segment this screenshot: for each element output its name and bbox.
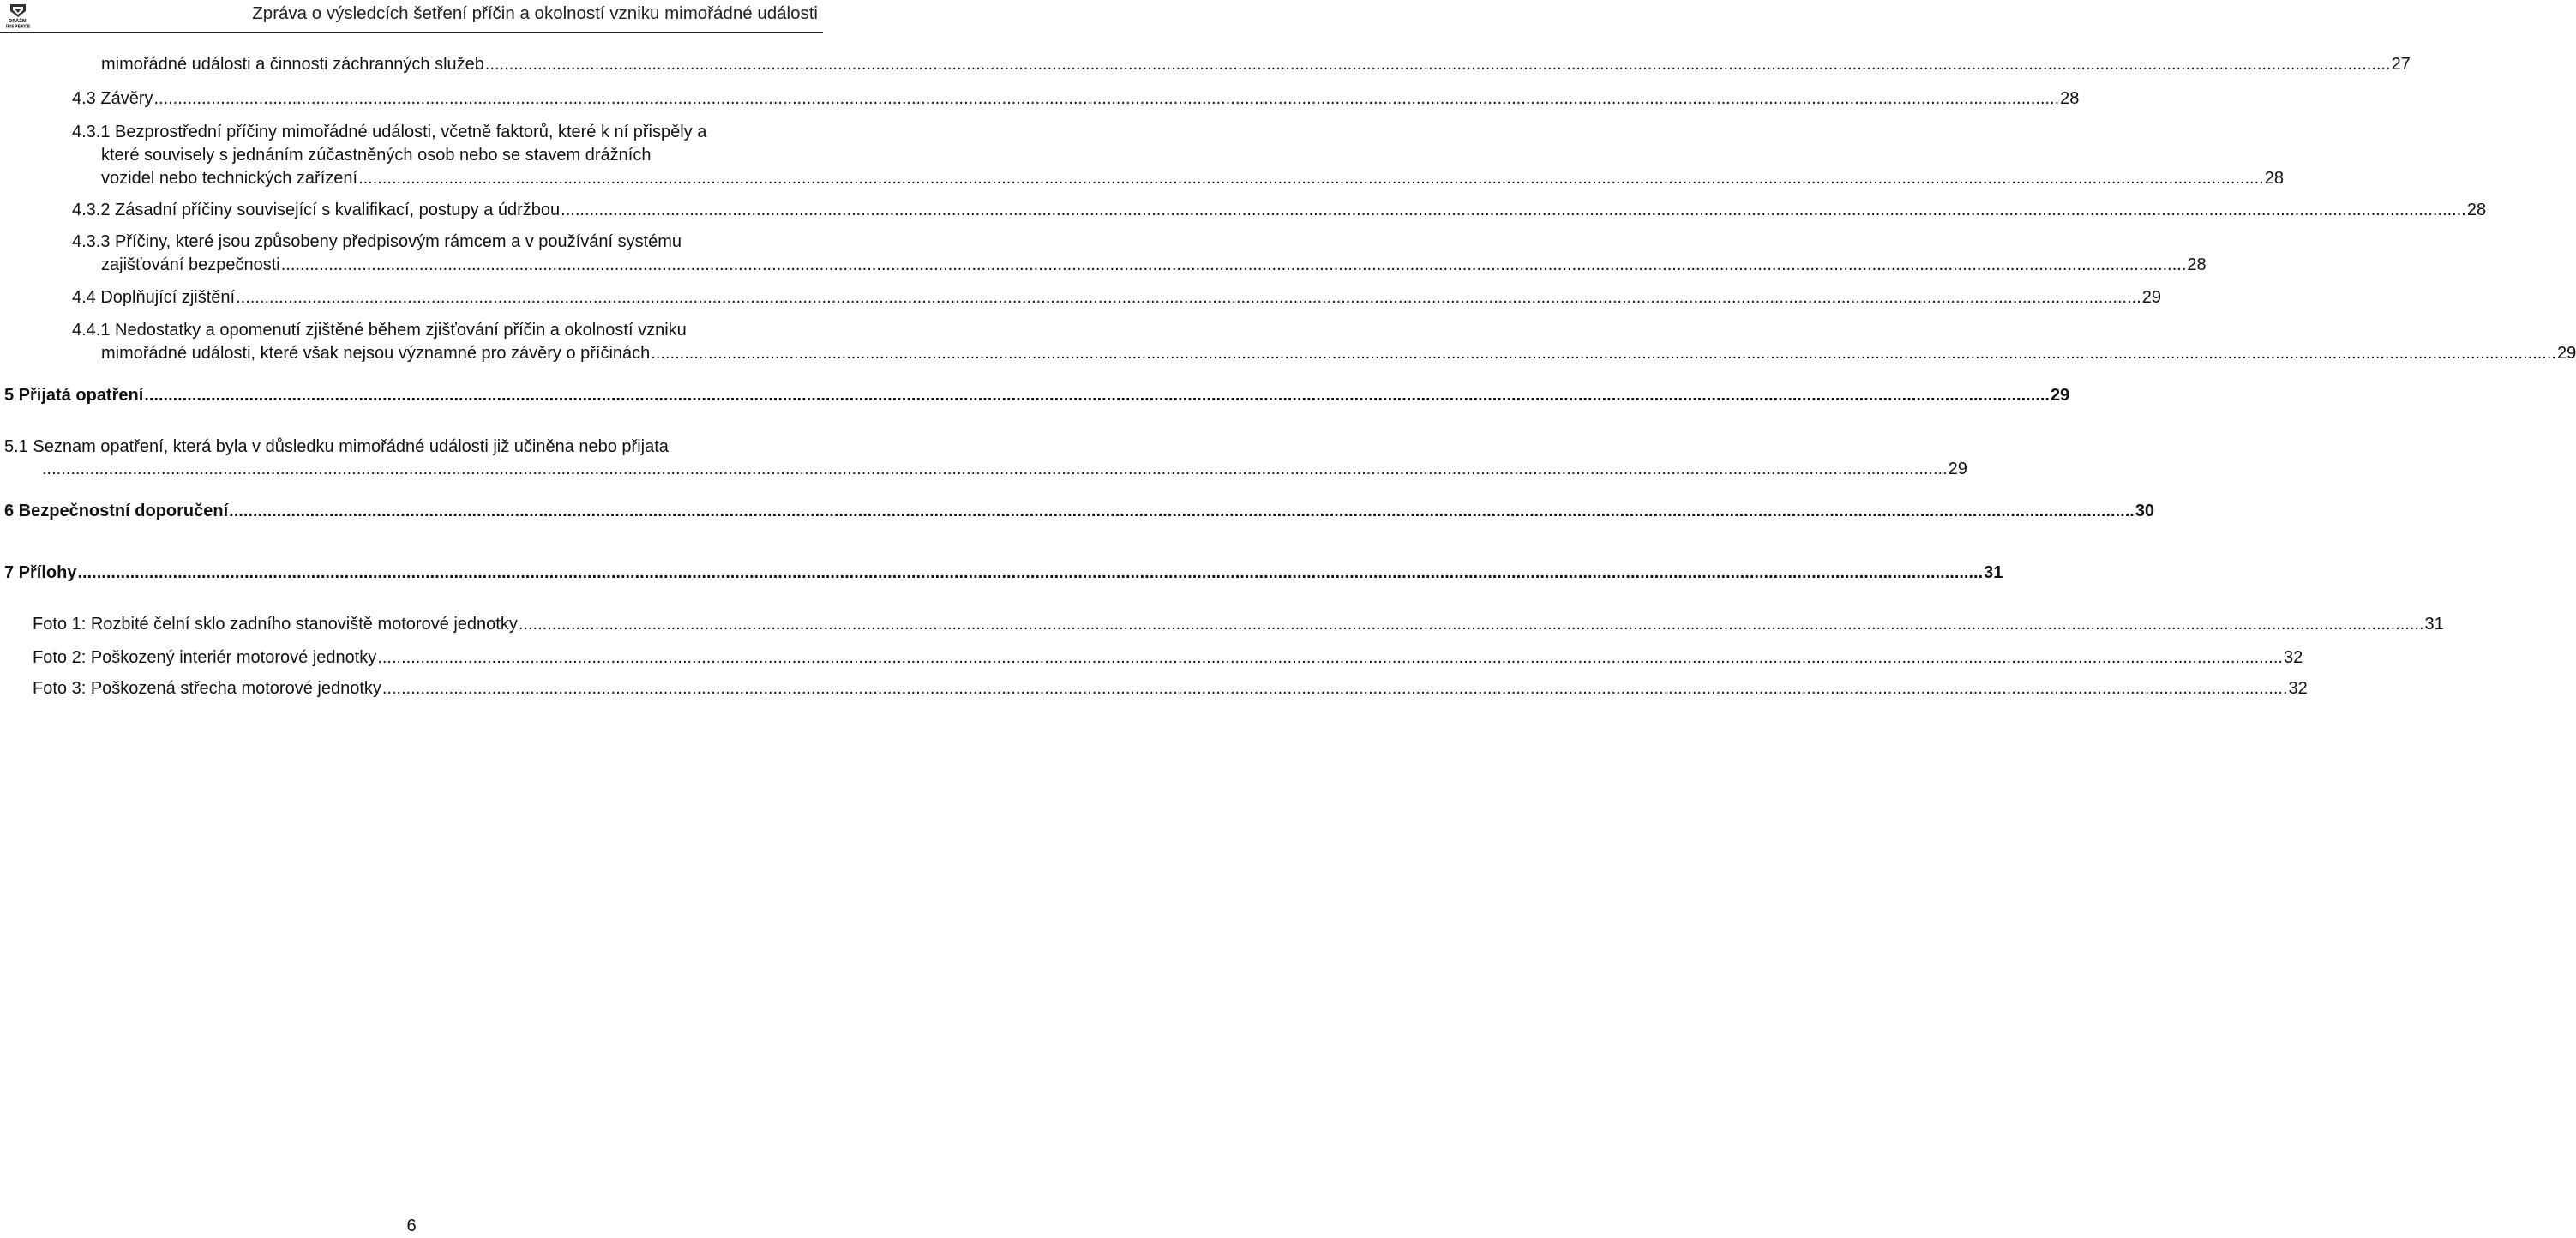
toc-entry[interactable]: Foto 2: Poškozený interiér motorové jednotky ................................................................................................................................................................................................................................................................................................................................................................................................................ 32 [33, 646, 818, 670]
page-header [0, 0, 823, 33]
toc-entry[interactable]: 4.4 Doplňující zjištění ................................................................................................................................................................................................................................................................................................................................................................................................................ 29 [72, 286, 818, 310]
toc-leader: ................................................................................................................................................................................................................................................................................................................................................................................................................ [229, 502, 2135, 520]
toc-entry-line: 5.1 Seznam opatření, která byla v důsledku mimořádné události již učiněna nebo přijata [4, 437, 669, 456]
toc-leader: ................................................................................................................................................................................................................................................................................................................................................................................................................ [153, 89, 2060, 108]
toc-entry[interactable]: 4.3.2 Zásadní příčiny související s kvalifikací, postupy a údržbou ................................................................................................................................................................................................................................................................................................................................................................................................................ 28 [72, 199, 818, 222]
toc-leader: ................................................................................................................................................................................................................................................................................................................................................................................................................ [144, 386, 2050, 405]
toc-entry-line: 4.4.1 Nedostatky a opomenutí zjištěné během zjišťování příčin a okolností vzniku [72, 321, 687, 340]
toc-leader: ................................................................................................................................................................................................................................................................................................................................................................................................................ [484, 55, 2391, 74]
toc-entry[interactable]: 7 Přílohy ................................................................................................................................................................................................................................................................................................................................................................................................................ 31 [4, 562, 818, 585]
toc-entry[interactable]: mimořádné události, které však nejsou významné pro závěry o příčinách ................................................................................................................................................................................................................................................................................................................................................................................................................ 29 [101, 342, 818, 365]
toc-entry-line: které souvisely s jednáním zúčastněných osob nebo se stavem drážních [101, 146, 652, 165]
document-title: Zpráva o výsledcích šetření příčin a okolností vzniku mimořádné události [252, 3, 818, 23]
toc-entry-line: 4.3.1 Bezprostřední příčiny mimořádné události, včetně faktorů, které k ní přispěly a [72, 123, 707, 141]
toc-page-number: 29 [1948, 460, 1967, 478]
toc-entry[interactable]: vozidel nebo technických zařízení ................................................................................................................................................................................................................................................................................................................................................................................................................ 28 [101, 167, 818, 190]
toc-entry[interactable]: Foto 3: Poškozená střecha motorové jednotky ................................................................................................................................................................................................................................................................................................................................................................................................................ 32 [33, 677, 818, 700]
header-divider [0, 32, 823, 33]
toc-page-number: 28 [2264, 169, 2284, 188]
toc-entry[interactable]: 6 Bezpečnostní doporučení ................................................................................................................................................................................................................................................................................................................................................................................................................ 30 [4, 500, 818, 523]
drazni-inspekce-logo [3, 3, 33, 30]
toc-entry-line: 4.3.3 Příčiny, které jsou způsobeny předpisovým rámcem a v používání systému [72, 232, 682, 251]
toc-page-number: 31 [2424, 615, 2444, 634]
toc-page-number: 29 [2556, 344, 2576, 363]
toc-entry[interactable]: 5 Přijatá opatření ................................................................................................................................................................................................................................................................................................................................................................................................................ 29 [4, 384, 818, 407]
toc-leader: ................................................................................................................................................................................................................................................................................................................................................................................................................ [77, 563, 1984, 582]
toc-leader: ................................................................................................................................................................................................................................................................................................................................................................................................................ [358, 169, 2264, 188]
toc-leader: ................................................................................................................................................................................................................................................................................................................................................................................................................ [651, 344, 2556, 363]
toc-leader: ................................................................................................................................................................................................................................................................................................................................................................................................................ [280, 255, 2187, 274]
toc-page-number: 27 [2391, 55, 2411, 74]
toc-page-number: 29 [2050, 386, 2070, 405]
toc-page-number: 31 [1984, 563, 2003, 582]
toc-page-number: 28 [2060, 89, 2080, 108]
toc-page-number: 29 [2141, 288, 2162, 307]
toc-leader: ................................................................................................................................................................................................................................................................................................................................................................................................................ [42, 460, 1948, 478]
toc-page-number: 32 [2288, 679, 2308, 698]
toc-leader: ................................................................................................................................................................................................................................................................................................................................................................................................................ [236, 288, 2141, 307]
toc-leader: ................................................................................................................................................................................................................................................................................................................................................................................................................ [561, 201, 2466, 219]
svg-text:INSPEKCE: INSPEKCE [5, 24, 31, 30]
toc-leader: ................................................................................................................................................................................................................................................................................................................................................................................................................ [377, 648, 2283, 667]
toc-leader: ................................................................................................................................................................................................................................................................................................................................................................................................................ [518, 615, 2424, 634]
toc-entry[interactable]: Foto 1: Rozbité čelní sklo zadního stanoviště motorové jednotky ................................................................................................................................................................................................................................................................................................................................................................................................................ 31 [33, 613, 818, 636]
toc-entry[interactable]: zajišťování bezpečnosti ................................................................................................................................................................................................................................................................................................................................................................................................................ 28 [101, 254, 818, 277]
toc-page-number: 28 [2187, 255, 2207, 274]
toc-page-number: 28 [2466, 201, 2487, 219]
toc-page-number: 32 [2283, 648, 2303, 667]
page-number: 6 [406, 1217, 417, 1235]
toc-entry[interactable] [41, 458, 1967, 481]
toc-leader: ................................................................................................................................................................................................................................................................................................................................................................................................................ [381, 679, 2288, 698]
svg-text:DRÁŽNÍ: DRÁŽNÍ [8, 19, 28, 24]
toc-page-number: 30 [2135, 502, 2155, 520]
toc-entry[interactable]: 4.3 Závěry ................................................................................................................................................................................................................................................................................................................................................................................................................ 28 [72, 87, 818, 111]
toc-entry[interactable]: mimořádné události a činnosti záchranných služeb ................................................................................................................................................................................................................................................................................................................................................................................................................ 27 [101, 53, 818, 76]
